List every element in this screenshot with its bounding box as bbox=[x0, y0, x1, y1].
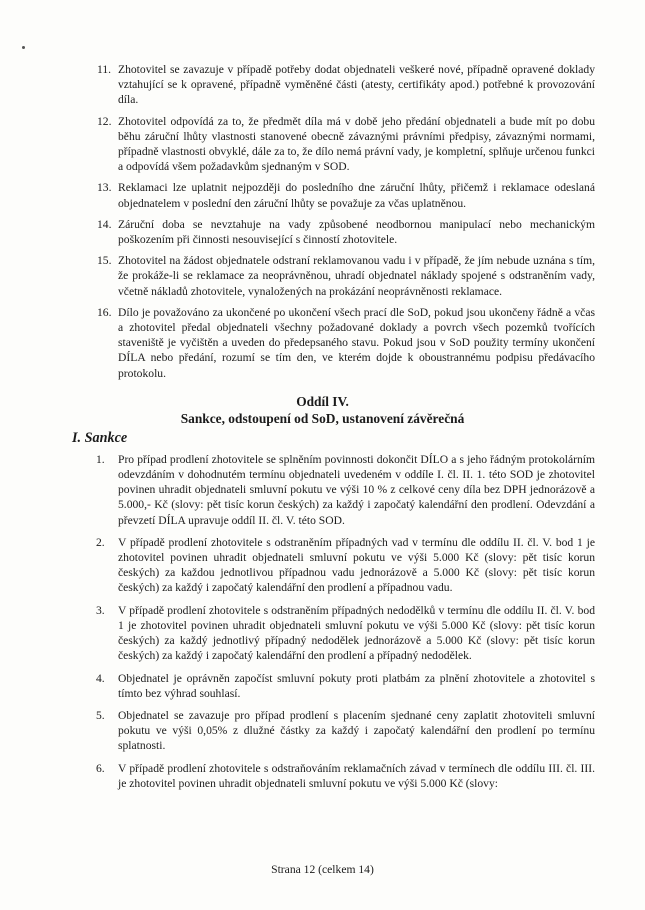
section-title: Oddíl IV. bbox=[296, 393, 349, 409]
list-item: 3. V případě prodlení zhotovitele s odstraněním případných nedodělků v termínu dle oddílu II. čl. V. bod 1 je zhotovitel povinen uhradit objednateli smluvní pokutu ve výši 5.000 Kč (slovy: pět tisíc korun českých) za každý jednotlivý případný nedodělek jednorázově a 5.000 Kč (slovy: pět tisíc korun českých) za každý i započatý kalendářní den prodlení a případný nedodělek. bbox=[96, 603, 595, 663]
sanctions-list bbox=[0, 452, 645, 791]
page-content bbox=[0, 62, 645, 798]
list-item: 11. Zhotovitel se zavazuje v případě potřeby dodat objednateli veškeré nové, případně opravené doklady vztahující se k opravené, případně vyměněné části (atesty, certifikáty apod.) potřebné k provozování díla. bbox=[97, 63, 595, 107]
list-item: 5. Objednatel se zavazuje pro případ prodlení s placením sjednané ceny zaplatit zhotoviteli smluvní pokutu ve výši 0,05% z dlužné částky za každý i započatý kalendářní den prodlení po termínu splatnosti. bbox=[96, 708, 595, 753]
list-item: 15. Zhotovitel na žádost objednatele odstraní reklamovanou vadu i v případě, že jím nebude uznána s tím, že prokáže-li se reklamace za neoprávněnou, uhradí objednatel náklady spojené s odstraněním vady, včetně nákladů zhotovitele, vynaložených na prokázání neoprávněnosti reklamace. bbox=[97, 254, 595, 298]
warranty-list bbox=[0, 62, 645, 381]
page-footer: Strana 12 (celkem 14) bbox=[271, 863, 374, 876]
scan-speck bbox=[22, 46, 25, 49]
section-subtitle: Sankce, odstoupení od SoD, ustanovení závěrečná bbox=[180, 410, 465, 426]
list-item: 4. Objednatel je oprávněn započíst smluvní pokuty proti platbám za plnění zhotovitele a zhotovitel s tímto bez výhrad souhlasí. bbox=[96, 671, 595, 700]
list-item: 2. V případě prodlení zhotovitele s odstraněním případných vad v termínu dle oddílu II. čl. V. bod 1 je zhotovitel povinen uhradit objednateli smluvní pokutu ve výši 5.000 Kč (slovy: pět tisíc korun českých) za každou jednotlivou případnou vadu jednorázově a 5.000 Kč (slovy: pět tisíc korun českých) za každý i započatý kalendářní den prodlení a případnou vadu. bbox=[96, 535, 595, 595]
list-item: 12. Zhotovitel odpovídá za to, že předmět díla má v době jeho předání objednateli a bude mít po dobu běhu záruční lhůty vlastnosti stanovené obecně závaznými právními předpisy, závaznými normami, případně vlastnosti obvyklé, dále za to, že dílo nemá právní vady, je kompletní, splňuje určenou funkci a odpovídá všem požadavkům sjednaným v SOD. bbox=[97, 114, 595, 174]
list-item: 13. Reklamaci lze uplatnit nejpozději do posledního dne záruční lhůty, přičemž i reklamace odeslaná objednatelem v poslední den záruční lhůty se považuje za včas uplatněnou. bbox=[97, 181, 595, 210]
list-item: 14. Záruční doba se nevztahuje na vady způsobené neodbornou manipulací nebo mechanickým poškozením při činnosti nesouvisející s činností zhotovitele. bbox=[97, 217, 595, 247]
list-item: 6. V případě prodlení zhotovitele s odstraňováním reklamačních závad v termínech dle oddílu III. čl. III. je zhotovitel povinen uhradit objednateli smluvní pokutu ve výši 5.000 Kč (slovy: bbox=[96, 761, 595, 790]
subsection-heading: I. Sankce bbox=[72, 429, 128, 446]
list-item: 16. Dílo je považováno za ukončené po ukončení všech prací dle SoD, pokud jsou ukončeny řádně a včas a zhotovitel předal objednateli všechny požadované doklady a povrch všech pozemků tvořících staveniště je vyčištěn a uveden do předepsaného stavu. Pokud jsou v SoD použity termíny ukončení DÍLA nebo předání, rozumí se tím den, ve kterém dojde k oboustrannému podpisu předávacího protokolu. bbox=[97, 305, 595, 380]
list-item: 1. Pro případ prodlení zhotovitele se splněním povinnosti dokončit DÍLO a s jeho řádným protokolárním odevzdáním v dohodnutém termínu objednateli uvedeném v oddíle I. čl. II. 1. této SOD je zhotovitel povinen uhradit objednateli smluvní pokutu ve výši 10 % z celkové ceny díla bez DPH jednorázově a 5.000,- Kč (slovy: pět tisíc korun českých) za každý i započatý kalendářní den prodlení. Odevzdání a převzetí DÍLA upravuje oddíl II. čl. V. této SOD. bbox=[96, 452, 595, 527]
